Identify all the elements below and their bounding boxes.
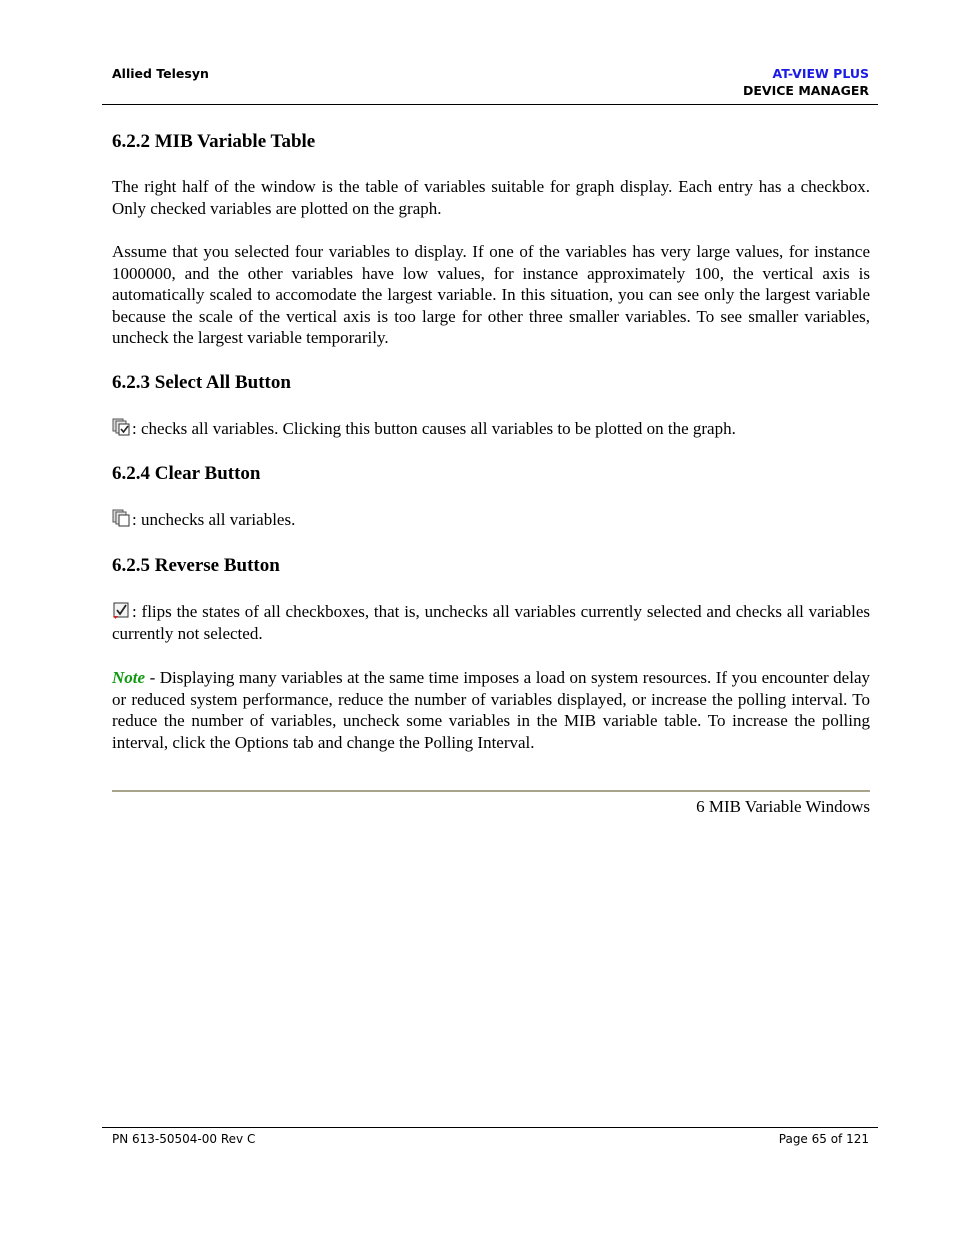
select-all-icon [112,418,131,437]
section-heading-select-all: 6.2.3 Select All Button [112,372,291,393]
header-company: Allied Telesyn [112,66,209,81]
footer-page-number: Page 65 of 121 [778,1132,869,1146]
mib-table-paragraph-2: Assume that you selected four variables to display. If one of the variables has very large values, for instance 1000000, and the other variables have low values, for instance approximately 100, the vertical axis is automatically scaled to accomodate the largest variable. In this situation, you can see only the largest variable because the scale of the vertical axis is too large for other three smaller variables. To see smaller variables, uncheck the largest variable temporarily. [112,242,870,347]
note-paragraph [112,667,870,753]
chapter-footer: 6 MIB Variable Windows [696,797,870,816]
clear-paragraph [112,509,870,531]
footer-divider [102,1127,878,1128]
mib-table-paragraph-1: The right half of the window is the table of variables suitable for graph display. Each entry has a checkbox. Only checked variables are plotted on the graph. [112,177,870,218]
clear-text: : unchecks all variables. [132,510,296,529]
clear-icon [112,509,131,528]
header-product: AT-VIEW PLUS [772,66,869,81]
section-heading-clear: 6.2.4 Clear Button [112,463,261,484]
section-heading-reverse: 6.2.5 Reverse Button [112,555,280,576]
chapter-divider [112,790,870,792]
select-all-text: : checks all variables. Clicking this button causes all variables to be plotted on the graph. [132,419,736,438]
note-text: - Displaying many variables at the same time imposes a load on system resources. If you encounter delay or reduced system performance, reduce the number of variables displayed, or increase the polling interval. To reduce the number of variables, uncheck some variables in the MIB variable table. To increase the polling interval, click the Options tab and change the Polling Interval. [112,668,870,752]
select-all-paragraph [112,418,870,440]
reverse-icon [112,601,131,620]
reverse-paragraph [112,601,870,644]
reverse-text: : flips the states of all checkboxes, that is, unchecks all variables currently selected and checks all variables currently not selected. [112,602,870,643]
header-module: DEVICE MANAGER [743,83,869,98]
footer-part-number: PN 613-50504-00 Rev C [112,1132,256,1146]
note-label: Note [112,668,146,687]
header-divider [102,104,878,105]
section-heading-mib-table: 6.2.2 MIB Variable Table [112,131,316,152]
